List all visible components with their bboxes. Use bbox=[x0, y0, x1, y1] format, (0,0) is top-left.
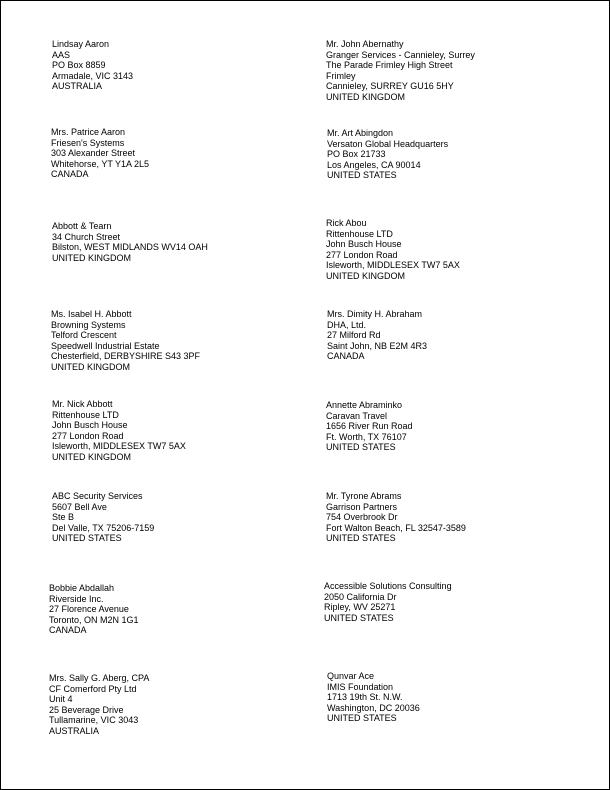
recipient-name: Mrs. Patrice Aaron bbox=[51, 127, 126, 137]
address-line-2: DHA, Ltd. bbox=[327, 319, 367, 330]
recipient-name: Mr. Nick Abbott bbox=[52, 399, 113, 409]
address-line-5: CANADA bbox=[49, 625, 87, 635]
address-line-2: AAS bbox=[52, 49, 71, 60]
address-line-5: CANADA bbox=[327, 351, 365, 361]
recipient-name: Ms. Isabel H. Abbott bbox=[51, 309, 132, 319]
address-line-3: 27 Florence Avenue bbox=[49, 604, 129, 614]
recipient-name: Bobbie Abdallah bbox=[49, 583, 115, 593]
address-label-14 bbox=[324, 581, 584, 623]
address-label-11 bbox=[52, 491, 312, 544]
recipient-name: Abbott & Tearn bbox=[52, 221, 112, 231]
address-line-6: UNITED KINGDOM bbox=[326, 270, 406, 281]
address-line-5: Chesterfield, DERBYSHIRE S43 3PF bbox=[51, 351, 201, 361]
address-label-2 bbox=[326, 39, 586, 102]
address-line-3: Unit 4 bbox=[49, 694, 73, 704]
recipient-name: Mrs. Dimity H. Abraham bbox=[327, 309, 423, 319]
address-line-2: Rittenhouse LTD bbox=[326, 228, 393, 239]
address-line-2: Granger Services - Cannieley, Surrey bbox=[326, 49, 475, 60]
recipient-name: Mr. John Abernathy bbox=[326, 39, 404, 49]
address-line-4: Washington, DC 20036 bbox=[327, 702, 420, 713]
address-line-2: Caravan Travel bbox=[326, 410, 388, 421]
address-line-3: 1713 19th St. N.W. bbox=[327, 692, 403, 702]
address-line-5: UNITED STATES bbox=[326, 442, 396, 452]
address-line-2: 34 Church Street bbox=[52, 231, 121, 242]
address-line-6: UNITED KINGDOM bbox=[52, 451, 132, 462]
address-line-4: Toronto, ON M2N 1G1 bbox=[49, 614, 139, 625]
address-line-3: 303 Alexander Street bbox=[51, 148, 136, 158]
address-line-6: UNITED KINGDOM bbox=[326, 91, 406, 102]
address-line-2: Garrison Partners bbox=[326, 501, 398, 512]
recipient-name: Mr. Tyrone Abrams bbox=[326, 491, 402, 501]
address-line-3: PO Box 8859 bbox=[52, 60, 106, 70]
address-line-4: Whitehorse, YT Y1A 2L5 bbox=[51, 158, 150, 169]
address-label-15 bbox=[49, 673, 309, 736]
address-line-3: Ste B bbox=[52, 512, 75, 522]
address-line-3: PO Box 21733 bbox=[327, 149, 386, 159]
address-label-7 bbox=[51, 309, 311, 372]
address-label-4 bbox=[327, 128, 587, 181]
address-label-12 bbox=[326, 491, 586, 544]
recipient-name: Mr. Art Abingdon bbox=[327, 128, 394, 138]
address-line-5: CANADA bbox=[51, 169, 89, 179]
address-line-3: Telford Crescent bbox=[51, 330, 117, 340]
address-line-4: UNITED STATES bbox=[324, 612, 394, 623]
recipient-name: Mrs. Sally G. Aberg, CPA bbox=[49, 673, 150, 683]
address-line-2: Friesen's Systems bbox=[51, 137, 125, 148]
address-line-2: IMIS Foundation bbox=[327, 681, 394, 692]
address-line-3: The Parade Frimley High Street bbox=[326, 60, 453, 70]
address-line-3: 27 Milford Rd bbox=[327, 330, 381, 340]
address-line-2: Riverside Inc. bbox=[49, 593, 104, 604]
address-line-4: Saint John, NB E2M 4R3 bbox=[327, 340, 428, 351]
address-label-3 bbox=[51, 127, 311, 180]
address-line-4: Frimley bbox=[326, 70, 356, 81]
recipient-name: Rick Abou bbox=[326, 218, 367, 228]
address-label-16 bbox=[327, 671, 587, 724]
address-line-3: Bilston, WEST MIDLANDS WV14 OAH bbox=[52, 242, 208, 252]
address-line-5: UNITED STATES bbox=[327, 170, 397, 180]
address-label-1 bbox=[52, 39, 312, 92]
address-line-3: John Busch House bbox=[326, 239, 402, 249]
address-line-2: 5607 Bell Ave bbox=[52, 501, 107, 512]
address-line-2: Versaton Global Headquarters bbox=[327, 138, 449, 149]
address-line-4: Ft. Worth, TX 76107 bbox=[326, 431, 407, 442]
address-line-3: John Busch House bbox=[52, 420, 128, 430]
address-line-5: Tullamarine, VIC 3043 bbox=[49, 715, 139, 725]
address-line-3: Ripley, WV 25271 bbox=[324, 602, 396, 612]
address-line-3: 754 Overbrook Dr bbox=[326, 512, 398, 522]
address-line-5: Cannieley, SURREY GU16 5HY bbox=[326, 81, 454, 91]
address-line-5: UNITED STATES bbox=[327, 713, 397, 723]
address-label-5 bbox=[52, 221, 312, 263]
recipient-name: Accessible Solutions Consulting bbox=[324, 581, 452, 591]
address-line-4: 25 Beverage Drive bbox=[49, 704, 124, 715]
address-line-4: 277 London Road bbox=[52, 430, 124, 441]
address-line-2: CF Comerford Pty Ltd bbox=[49, 683, 137, 694]
address-line-2: 2050 California Dr bbox=[324, 591, 397, 602]
address-line-4: Los Angeles, CA 90014 bbox=[327, 159, 421, 170]
address-line-2: Browning Systems bbox=[51, 319, 126, 330]
address-line-2: Rittenhouse LTD bbox=[52, 409, 119, 420]
address-line-5: UNITED STATES bbox=[52, 533, 122, 543]
recipient-name: Annette Abraminko bbox=[326, 400, 403, 410]
recipient-name: Lindsay Aaron bbox=[52, 39, 110, 49]
address-line-4: 277 London Road bbox=[326, 249, 398, 260]
address-line-4: Del Valle, TX 75206-7159 bbox=[52, 522, 155, 533]
address-label-10 bbox=[326, 400, 586, 453]
address-line-4: UNITED KINGDOM bbox=[52, 252, 132, 263]
recipient-name: Qunvar Ace bbox=[327, 671, 375, 681]
address-label-13 bbox=[49, 583, 309, 636]
address-line-4: Speedwell Industrial Estate bbox=[51, 340, 160, 351]
address-label-9 bbox=[52, 399, 312, 462]
address-label-8 bbox=[327, 309, 587, 362]
address-line-4: Armadale, VIC 3143 bbox=[52, 70, 134, 81]
address-line-5: UNITED STATES bbox=[326, 533, 396, 543]
address-line-5: Isleworth, MIDDLESEX TW7 5AX bbox=[52, 441, 186, 451]
address-label-6 bbox=[326, 218, 586, 281]
address-line-5: AUSTRALIA bbox=[52, 81, 103, 91]
recipient-name: ABC Security Services bbox=[52, 491, 143, 501]
address-line-6: AUSTRALIA bbox=[49, 725, 100, 736]
address-line-5: Isleworth, MIDDLESEX TW7 5AX bbox=[326, 260, 460, 270]
address-line-3: 1656 River Run Road bbox=[326, 421, 413, 431]
address-line-6: UNITED KINGDOM bbox=[51, 361, 131, 372]
address-line-4: Fort Walton Beach, FL 32547-3589 bbox=[326, 522, 466, 533]
